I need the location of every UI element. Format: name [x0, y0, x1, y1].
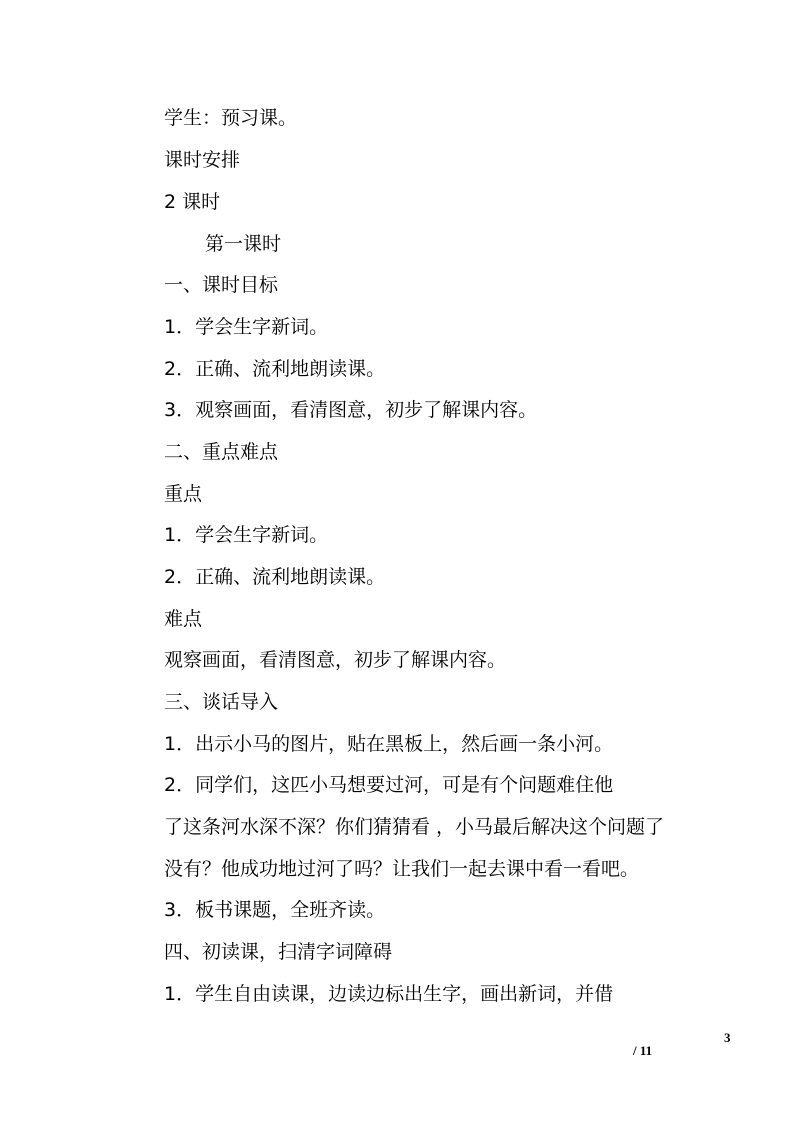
- page-number: 3: [724, 1030, 731, 1045]
- text-line-6: 1．学会生字新词。: [164, 316, 329, 338]
- text-line-19: 没有？他成功地过河了吗？让我们一起去课中看一看吧。: [164, 858, 640, 880]
- section-title: 第一课时: [205, 233, 282, 255]
- text-line-14: 观察画面，看清图意，初步了解课内容。: [164, 649, 507, 671]
- text-line-7: 2．正确、流利地朗读课。: [164, 358, 386, 380]
- text-line-9: 二、重点难点: [164, 441, 279, 463]
- text-line-11: 1．学会生字新词。: [164, 524, 329, 546]
- text-line-10: 重点: [164, 483, 203, 505]
- text-line-5: 一、课时目标: [164, 274, 279, 296]
- text-line-3: 2 课时: [164, 191, 221, 213]
- text-line-22: 1．学生自由读课，边读边标出生字，画出新词，并借: [164, 983, 614, 1005]
- text-line-18: 了这条河水深不深？你们猜猜看 ，小马最后解决这个问题了: [164, 816, 665, 838]
- text-line-1: 学生：预习课。: [164, 107, 298, 129]
- text-line-17: 2．同学们，这匹小马想要过河，可是有个问题难住他: [164, 774, 614, 796]
- text-line-8: 3．观察画面，看清图意，初步了解课内容。: [164, 399, 538, 421]
- text-line-12: 2．正确、流利地朗读课。: [164, 566, 386, 588]
- text-line-21: 四、初读课，扫清字词障碍: [164, 941, 393, 963]
- text-line-20: 3．板书课题，全班齐读。: [164, 899, 386, 921]
- text-line-13: 难点: [164, 608, 203, 630]
- page-total: / 11: [633, 1043, 653, 1058]
- text-line-16: 1．出示小马的图片，贴在黑板上，然后画一条小河。: [164, 733, 614, 755]
- text-line-2: 课时安排: [164, 149, 241, 171]
- text-line-15: 三、谈话导入: [164, 691, 279, 713]
